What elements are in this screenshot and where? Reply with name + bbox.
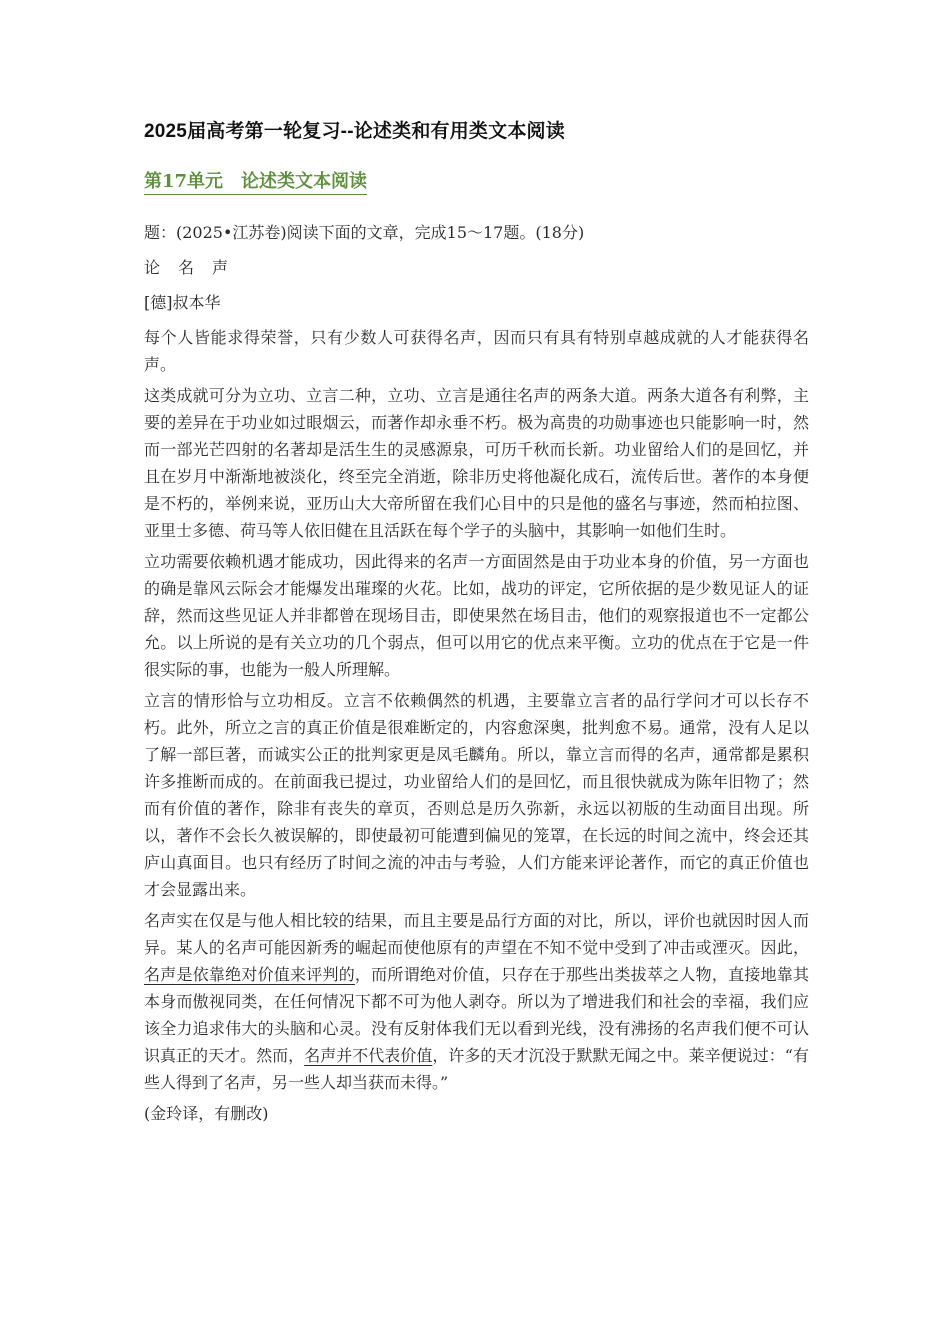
paragraph-4: 立言的情形恰与立功相反。立言不依赖偶然的机遇，主要靠立言者的品行学问才可以长存不朽。此外，所立之言的真正价值是很难断定的，内容愈深奥，批判愈不易。通常，没有人足以了解一部巨著，而诚实公正的批判家更是凤毛麟角。所以，靠立言而得的名声，通常都是累积许多推断而成的。在前面我已提过，功业留给人们的是回忆，而且很快就成为陈年旧物了；然而有价值的著作，除非有丧失的章页，否则总是历久弥新，永远以初版的生动面目出现。所以，著作不会长久被误解的，即使最初可能遭到偏见的笼罩，在长远的时间之流中，终会还其庐山真面目。也只有经历了时间之流的冲击与考验，人们方能来评论著作，而它的真正价值也才会显露出来。 — [144, 691, 809, 899]
paragraph-2: 这类成就可分为立功、立言二种，立功、立言是通往名声的两条大道。两条大道各有利弊，主要的差异在于功业如过眼烟云，而著作却永垂不朽。极为高贵的功勋事迹也只能影响一时，然而一部光芒四射的名著却是活生生的灵感源泉，可历千秋而长新。功业留给人们的是回忆，并且在岁月中渐渐地被淡化，终至完全消逝，除非历史将他凝化成石，流传后世。著作的本身便是不朽的，举例来说，亚历山大大帝所留在我们心目中的只是他的盛名与事迹，然而柏拉图、亚里士多德、荷马等人依旧健在且活跃在每个学子的头脑中，其影响一如他们生时。 — [144, 386, 809, 540]
document-title: 2025届高考第一轮复习--论述类和有用类文本阅读 — [144, 121, 565, 142]
underlined-sentence-1: 名声是依靠绝对价值来评判的 — [144, 965, 355, 984]
question-line: 题：(2025•江苏卷)阅读下面的文章，完成15～17题。(18分) — [144, 223, 585, 242]
paragraph-5 — [144, 907, 809, 1096]
unit-title: 第17单元 论述类文本阅读 — [144, 167, 367, 195]
unit-heading-wrap — [144, 167, 950, 219]
document-body — [144, 219, 809, 1127]
underlined-sentence-2: 名声并不代表价值 — [304, 1046, 433, 1065]
essay-author: [德]叔本华 — [144, 293, 221, 312]
paragraph-5-post: ，许多的天才沉没于默默无闻之中。莱辛便说过：“有些人得到了名声，另一些人却当获而未得。” — [144, 1046, 809, 1092]
paragraph-1: 每个人皆能求得荣誉，只有少数人可获得名声，因而只有具有特别卓越成就的人才能获得名声。 — [144, 328, 809, 374]
translator-note: (金玲译，有删改) — [144, 1104, 269, 1123]
paragraph-5-pre: 名声实在仅是与他人相比较的结果，而且主要是品行方面的对比，所以，评价也就因时因人而异。某人的名声可能因新秀的崛起而使他原有的声望在不知不觉中受到了冲击或湮灭。因此， — [144, 911, 809, 957]
paragraph-5-mid: ，而所谓绝对价值，只存在于那些出类拔萃之人物，直接地靠其本身而傲视同类，在任何情况下都不可为他人剥夺。所以为了增进我们和社会的幸福，我们应该全力追求伟大的头脑和心灵。没有反射体我们无以看到光线，没有沸扬的名声我们便不可认识真正的天才。然而， — [144, 965, 809, 1065]
essay-title: 论名声 — [144, 258, 247, 277]
paragraph-3: 立功需要依赖机遇才能成功，因此得来的名声一方面固然是由于功业本身的价值，另一方面也的确是靠风云际会才能爆发出璀璨的火花。比如，战功的评定，它所依据的是少数见证人的证辞，然而这些见证人并非都曾在现场目击，即使果然在场目击，他们的观察报道也不一定都公允。以上所说的是有关立功的几个弱点，但可以用它的优点来平衡。立功的优点在于它是一件很实际的事，也能为一般人所理解。 — [144, 552, 809, 679]
